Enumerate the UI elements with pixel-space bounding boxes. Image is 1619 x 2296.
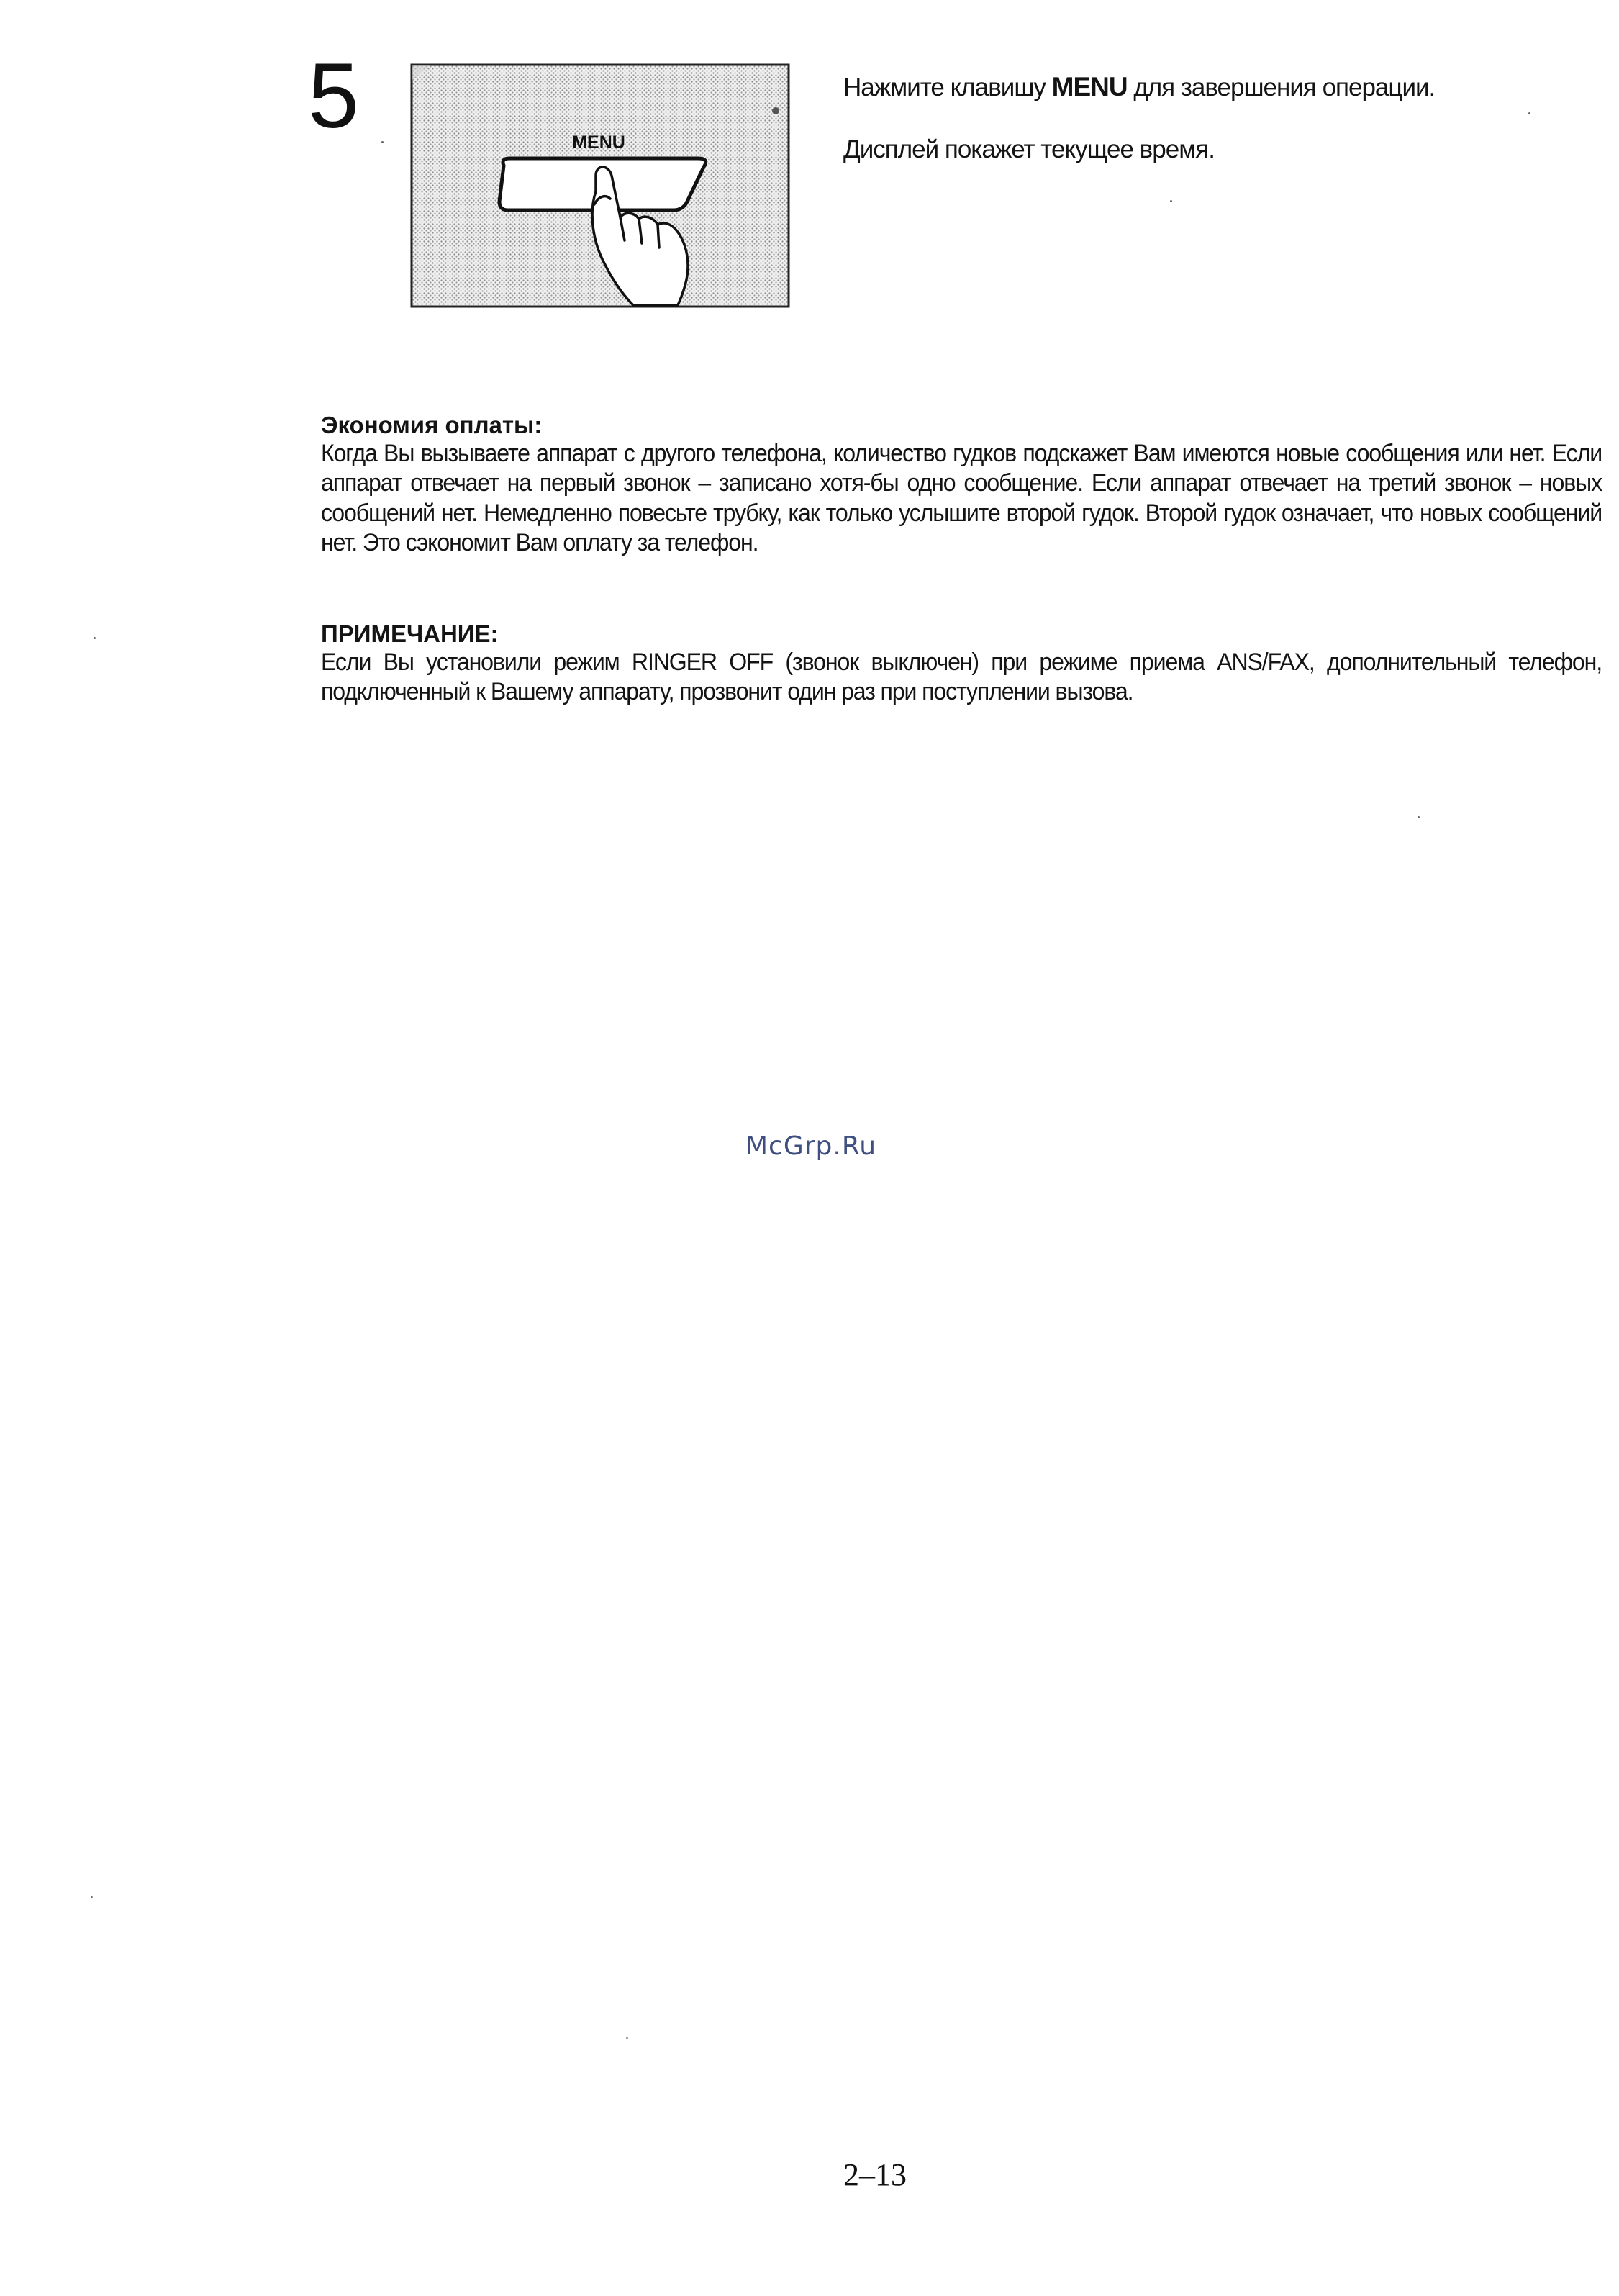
note-section: [321, 620, 1602, 708]
instruction-suffix: для завершения операции.: [1127, 73, 1436, 101]
scan-speck: [1418, 816, 1420, 818]
instruction-line: [843, 71, 1534, 104]
instruction-result: Дисплей покажет текущее время.: [843, 135, 1215, 164]
economy-heading: Экономия оплаты:: [321, 412, 543, 438]
page-number: 2–13: [843, 2157, 907, 2192]
keypad-panel-icon: [410, 63, 790, 308]
scan-speck: [94, 637, 96, 639]
note-heading: ПРИМЕЧАНИЕ:: [321, 620, 499, 647]
scan-speck: [1170, 200, 1172, 202]
economy-section: [321, 412, 1602, 559]
scan-speck: [626, 2037, 628, 2039]
note-body: Если Вы установили режим RINGER OFF (звонок выключен) при режиме приема ANS/FAX, дополнительный телефон, подключенный к Вашему аппарату, прозвонит один раз при поступлении вызова.: [321, 648, 1602, 706]
step-instructions: [843, 71, 1534, 196]
menu-key-label: MENU: [572, 132, 625, 153]
instruction-prefix: Нажмите клавишу: [843, 73, 1052, 101]
scan-speck: [1528, 112, 1530, 114]
scan-speck: [91, 1896, 93, 1898]
economy-body: Когда Вы вызываете аппарат с другого телефона, количество гудков подскажет Вам имеются новые сообщения или нет. Если аппарат отвечает на первый звонок – записано хотя-бы одно сообщение. Если аппарат отвечает на третий звонок – новых сообщений нет. Немедленно повесьте трубку, как только услышите второй гудок. Второй гудок означает, что новых сообщений нет. Это сэкономит Вам оплату за телефон.: [321, 439, 1602, 557]
instruction-key: MENU: [1051, 72, 1128, 101]
step-number: 5: [308, 45, 360, 148]
watermark: McGrp.Ru: [745, 1131, 877, 1161]
scan-speck: [381, 141, 384, 143]
